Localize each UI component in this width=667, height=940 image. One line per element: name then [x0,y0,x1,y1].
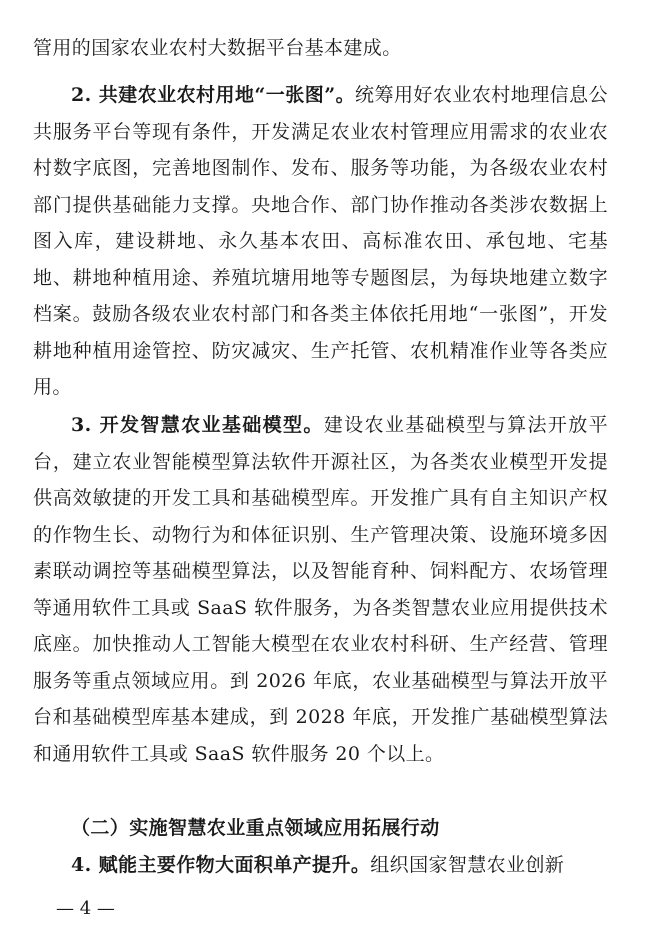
paragraph-item-2 [33,77,608,406]
item-title: 2. 共建农业农村用地“一张图”。 [71,84,356,106]
item-title: 4. 赋能主要作物大面积单产提升。 [71,854,371,876]
item-body: 建设农业基础模型与算法开放平台，建立农业智能模型算法软件开源社区，为各类农业模型开发提供高效敏捷的开发工具和基础模型库。开发推广具有自主知识产权的作物生长、动物行为和体征识别、生产管理决策、设施环境多因素联动调控等基础模型算法，以及智能育种、饲料配方、农场管理等通用软件工具或 SaaS 软件服务，为各类智慧农业应用提供技术底座。加快推动人工智能大模型在农业农村科研、生产经营、管理服务等重点领域应用。到 2026 年底，农业基础模型与算法开放平台和基础模型库基本建成，到 2028 年底，开发推广基础模型算法和通用软件工具或 SaaS 软件服务 20 个以上。 [33,414,608,765]
section-heading: （二）实施智慧农业重点领域应用拓展行动 [71,817,440,839]
paragraph-item-3 [33,407,608,772]
paragraph-item-4 [33,847,608,884]
page-number: — 4 — [56,898,115,919]
item-body: 统筹用好农业农村地理信息公共服务平台等现有条件，开发满足农业农村管理应用需求的农业农村数字底图，完善地图制作、发布、服务等功能，为各级农业农村部门提供基础能力支撑。央地合作、部门协作推动各类涉农数据上图入库，建设耕地、永久基本农田、高标准农田、承包地、宅基地、耕地种植用途、养殖坑塘用地等专题图层，为每块地建立数字档案。鼓励各级农业农村部门和各类主体依托用地“一张图”，开发耕地种植用途管控、防灾减灾、生产托管、农机精准作业等各类应用。 [33,84,608,398]
paragraph-text: 管用的国家农业农村大数据平台基本建成。 [33,37,402,59]
item-title: 3. 开发智慧农业基础模型。 [71,414,324,436]
item-body: 组织国家智慧农业创新 [370,854,565,876]
paragraph-continuation [33,30,608,67]
